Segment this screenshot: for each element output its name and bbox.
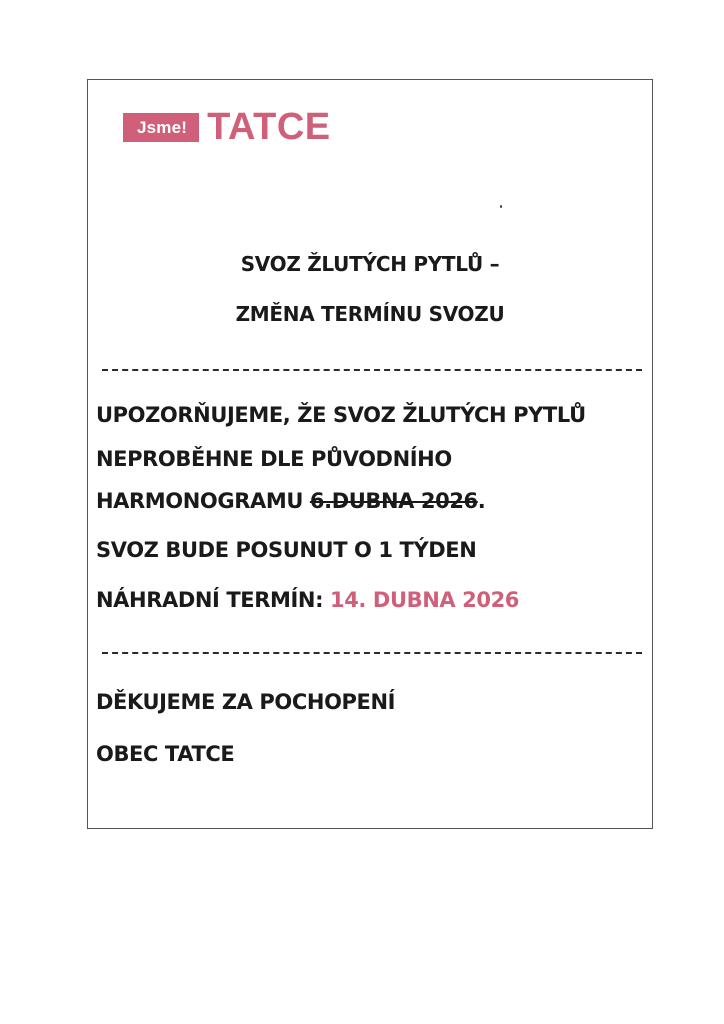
notice-line-3-suffix: .	[477, 489, 486, 513]
notice-line-2: NEPROBĚHNE DLE PŮVODNÍHO	[96, 447, 452, 471]
replacement-date-value: 14. DUBNA 2026	[330, 588, 519, 612]
original-date-struck: 6.DUBNA 2026	[309, 489, 478, 513]
heading-line-2: ZMĚNA TERMÍNU SVOZU	[235, 302, 505, 326]
scan-speck	[500, 205, 502, 208]
notice-line-3-prefix: HARMONOGRAMU	[96, 489, 310, 513]
logo	[123, 107, 331, 147]
dashed-divider-bottom	[102, 652, 642, 654]
logo-wordmark: TATCE	[207, 105, 331, 148]
thanks-line: DĚKUJEME ZA POCHOPENÍ	[96, 690, 396, 714]
replacement-date-line	[96, 588, 519, 612]
logo-badge: Jsme!	[123, 113, 199, 142]
dashed-divider-top	[102, 369, 642, 371]
notice-line-3	[96, 489, 485, 513]
signature-line: OBEC TATCE	[96, 742, 235, 766]
replacement-date-label: NÁHRADNÍ TERMÍN:	[96, 588, 330, 612]
postponed-line: SVOZ BUDE POSUNUT O 1 TÝDEN	[96, 538, 477, 562]
heading-line-1: SVOZ ŽLUTÝCH PYTLŮ –	[240, 252, 500, 276]
notice-line-1: UPOZORŇUJEME, ŽE SVOZ ŽLUTÝCH PYTLŮ	[96, 403, 586, 427]
